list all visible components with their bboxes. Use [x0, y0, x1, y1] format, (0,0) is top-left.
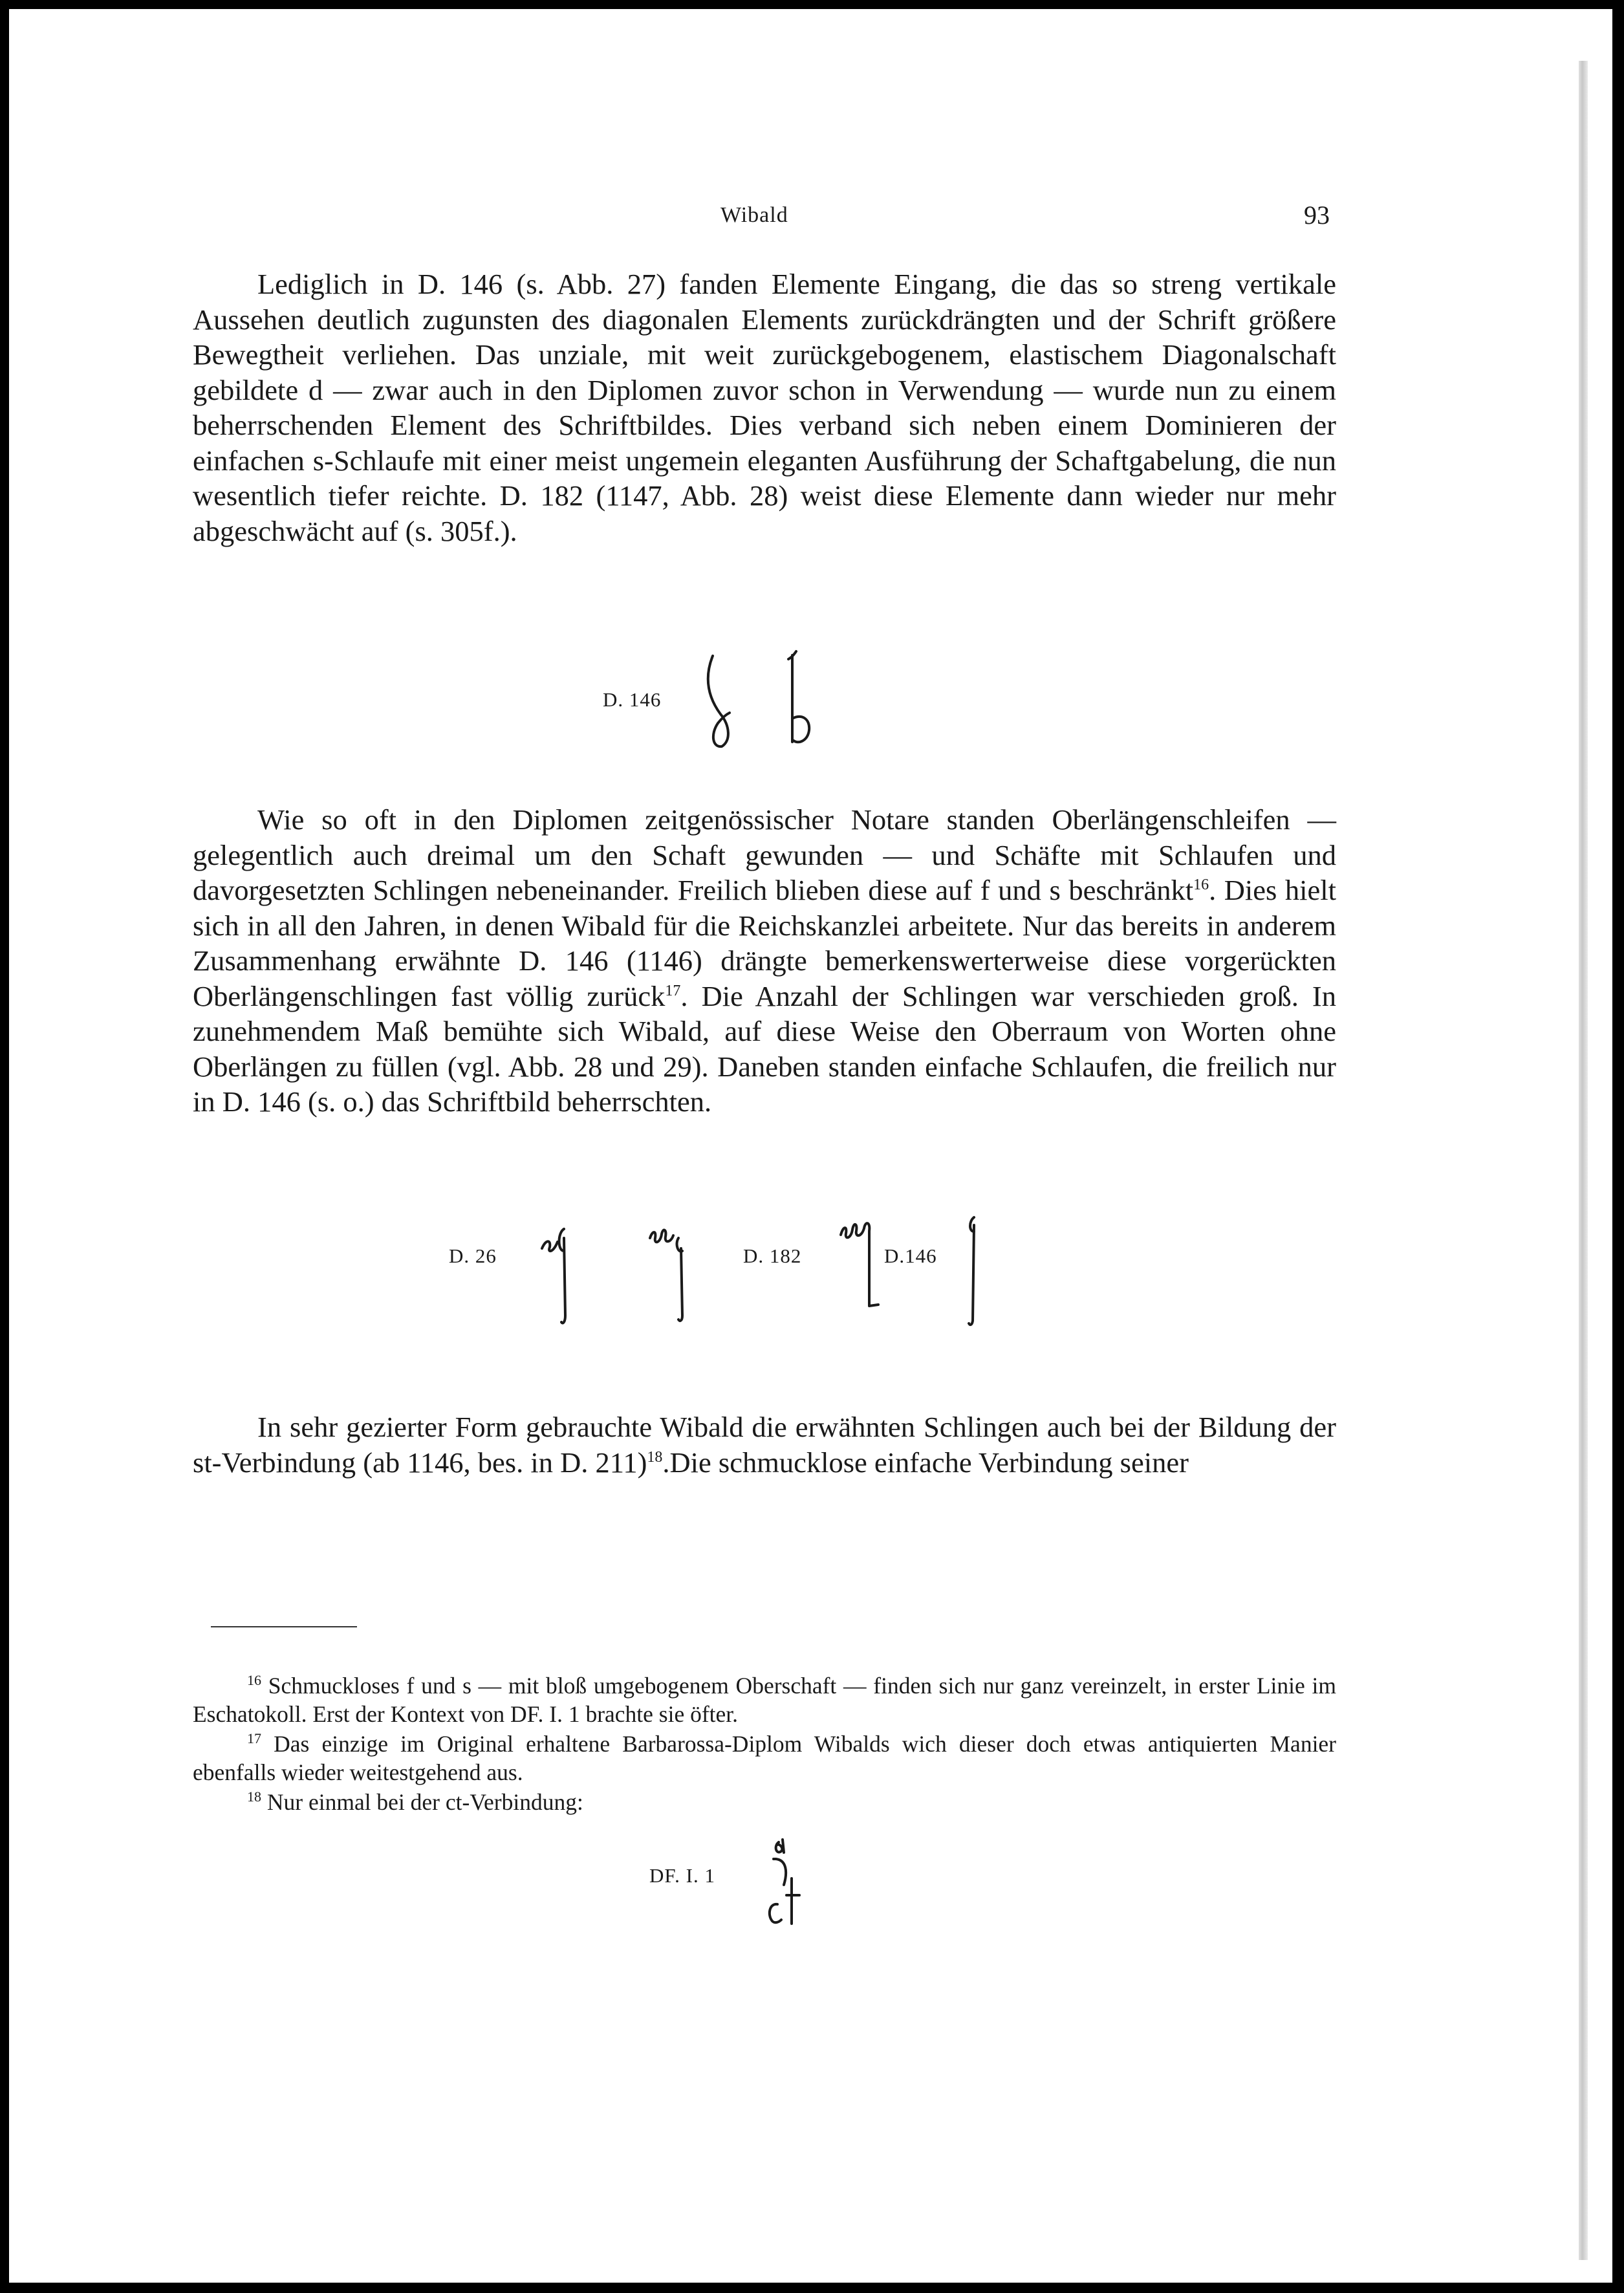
figure-2-label-d26: D. 26: [449, 1244, 497, 1267]
s-loop-glyph-2: [646, 1225, 704, 1329]
figure-1-label: D. 146: [603, 688, 662, 711]
s-loop-glyph-3: [838, 1215, 890, 1319]
figure-2-label-d182: D. 182: [743, 1244, 802, 1267]
s-loop-glyph-1: [538, 1225, 590, 1329]
ct-ligature-glyph: [761, 1833, 819, 1937]
b-glyph: [782, 646, 827, 750]
page-number: 93: [1304, 201, 1330, 230]
footnote-ref-16[interactable]: 16: [1193, 876, 1209, 894]
paragraph-1: Lediglich in D. 146 (s. Abb. 27) fanden Elemente Eingang, die das so streng vertikale Aussehen deutlich zugunsten des diagonalen Elements zurückdrängten und der Schrift größere Bewegtheit verliehen. Das unziale, mit weit zurückgebogenem, elastischem Diagonalschaft gebildete d — zwar auch in den Diplomen zuvor schon in Verwendung — wurde nun zu einem beherrschenden Element des Schriftbildes. Dies verband sich neben einem Dominieren der einfachen s-Schlaufe mit einer meist ungemein eleganten Ausführung der Schaftgabelung, die nun wesentlich tiefer reichte. D. 182 (1147, Abb. 28) weist diese Elemente dann wieder nur mehr abgeschwächt auf (s. 305f.).: [193, 268, 1336, 547]
footnote-16: $^{16}$ Schmuckloses f und s — mit bloß umgebogenem Oberschaft — finden sich nur ganz vereinzelt, in erster Linie im Eschatokoll. Erst der Kontext von DF. I. 1 brachte sie öfter.: [193, 1672, 1336, 1727]
document-page: [9, 9, 1612, 2283]
scan-edge-shadow: [1579, 61, 1588, 2260]
footnote-ref-18[interactable]: 18: [647, 1448, 663, 1466]
figure-2-label-d146: D.146: [884, 1244, 937, 1267]
s-loop-glyph-4: [955, 1212, 993, 1329]
paragraph-3: In sehr gezierter Form gebrauchte Wibald die erwähnten Schlingen auch bei der Bildung der st-Verbindung (ab 1146, bes. in D. 211)$^{18}$.Die schmucklose einfache Verbindung seiner: [193, 1411, 1336, 1479]
paragraph-2: Wie so oft in den Diplomen zeitgenössischer Notare standen Oberlängenschleifen — gelegentlich auch dreimal um den Schaft gewunden — und Schäfte mit Schlaufen und davorgesetzten Schlingen nebeneinander. Freilich blieben diese auf f und s beschränkt$^{16}$. Dies hielt sich in all den Jahren, in denen Wibald für die Reichskanzlei arbeitete. Nur das bereits in anderem Zusammenhang erwähnte D. 146 (1146) drängte bemerkenswerterweise diese vorgerückten Oberlängenschlingen fast völlig zurück$^{17}$. Die Anzahl der Schlingen war verschieden groß. In zunehmendem Maß bemühte sich Wibald, auf diese Weise den Oberraum von Worten ohne Oberlängen zu füllen (vgl. Abb. 28 und 29). Daneben standen einfache Schlaufen, die freilich nur in D. 146 (s. o.) das Schriftbild beherrschten.: [193, 803, 1336, 1118]
footnote-18: $^{18}$ Nur einmal bei der ct-Verbindung:: [247, 1788, 583, 1815]
unzial-d-glyph: [701, 649, 753, 753]
footnote-separator: [211, 1626, 357, 1627]
footnote-ref-17[interactable]: 17: [665, 982, 681, 999]
footnote-figure-label: DF. I. 1: [649, 1864, 715, 1887]
footnote-17: $^{17}$ Das einzige im Original erhaltene Barbarossa-Diplom Wibalds wich dieser doch etwas antiquierten Manier ebenfalls wieder weitestgehend aus.: [193, 1730, 1337, 1785]
running-header: Wibald: [720, 203, 788, 227]
